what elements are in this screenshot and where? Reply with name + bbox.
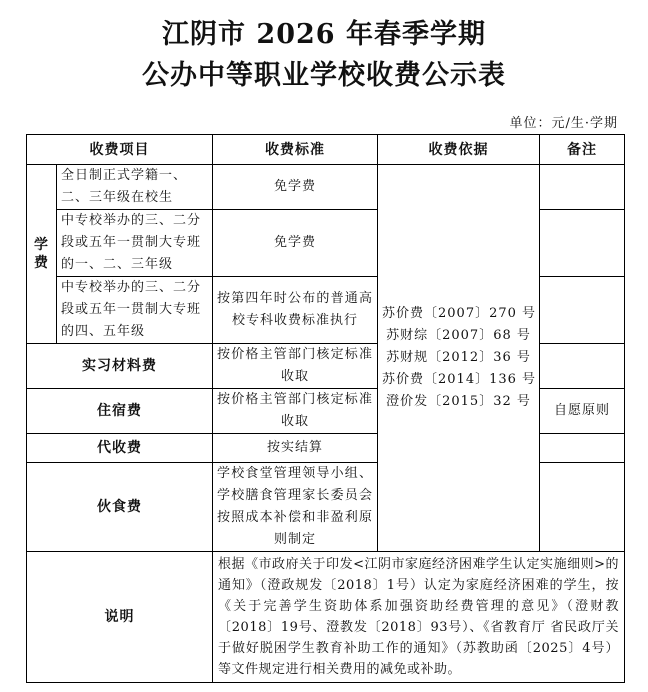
tuition-item-2: 中专校举办的三、二分段或五年一贯制大专班的一、二、三年级: [57, 210, 213, 277]
explanation-label: 说明: [27, 552, 213, 683]
explanation-text: 根据《市政府关于印发<江阴市家庭经济困难学生认定实施细则>的通知》（澄政规发〔2018〕1号）认定为家庭经济困难的学生，按《关于完善学生资助体系加强资助经费管理的意见》（澄财教〔2018〕19号、澄教发〔2018〕93号）、《省教育厅 省民政厅关于做好脱困学生教育补助工作的通知》（苏教助函〔2025〕4号）等文件规定进行相关费用的减免或补助。: [213, 552, 625, 683]
remark-accommodation-fee: 自愿原则: [540, 389, 625, 434]
page-title: 江阴市 2026 年春季学期: [162, 19, 486, 50]
item-meal-fee: 伙食费: [27, 463, 213, 552]
remark-tuition-2: [540, 210, 625, 277]
remark-collection-fee: [540, 434, 625, 463]
item-material-fee: 实习材料费: [27, 344, 213, 389]
header-remark: 备注: [540, 135, 625, 165]
item-collection-fee: 代收费: [27, 434, 213, 463]
header-basis: 收费依据: [378, 135, 540, 165]
tuition-label: 学 费: [27, 165, 57, 344]
header-standard: 收费标准: [213, 135, 378, 165]
standard-meal-fee: 学校食堂管理领导小组、学校膳食管理家长委员会按照成本补偿和非盈利原则制定: [213, 463, 378, 552]
remark-material-fee: [540, 344, 625, 389]
table-row: [27, 165, 625, 210]
tuition-standard-1: 免学费: [213, 165, 378, 210]
standard-accommodation-fee: 按价格主管部门核定标准收取: [213, 389, 378, 434]
tuition-standard-3: 按第四年时公布的普通高校专科收费标准执行: [213, 277, 378, 344]
table-row: [27, 552, 625, 683]
tuition-standard-2: 免学费: [213, 210, 378, 277]
standard-material-fee: 按价格主管部门核定标准收取: [213, 344, 378, 389]
tuition-item-3: 中专校举办的三、二分段或五年一贯制大专班的四、五年级: [57, 277, 213, 344]
page-subtitle: 公办中等职业学校收费公示表: [142, 60, 506, 91]
unit-label: 单位：元/生·学期: [509, 116, 618, 131]
tuition-item-1: 全日制正式学籍一、二、三年级在校生: [57, 165, 213, 210]
fee-table: [26, 134, 625, 683]
remark-tuition-1: [540, 165, 625, 210]
remark-meal-fee: [540, 463, 625, 552]
fee-basis: 苏价费〔2007〕270 号 苏财综〔2007〕68 号 苏财规〔2012〕36 号 苏价费〔2014〕136 号 澄价发〔2015〕32 号: [378, 165, 540, 552]
standard-collection-fee: 按实结算: [213, 434, 378, 463]
item-accommodation-fee: 住宿费: [27, 389, 213, 434]
header-item: 收费项目: [27, 135, 213, 165]
remark-tuition-3: [540, 277, 625, 344]
table-header-row: [27, 135, 625, 165]
